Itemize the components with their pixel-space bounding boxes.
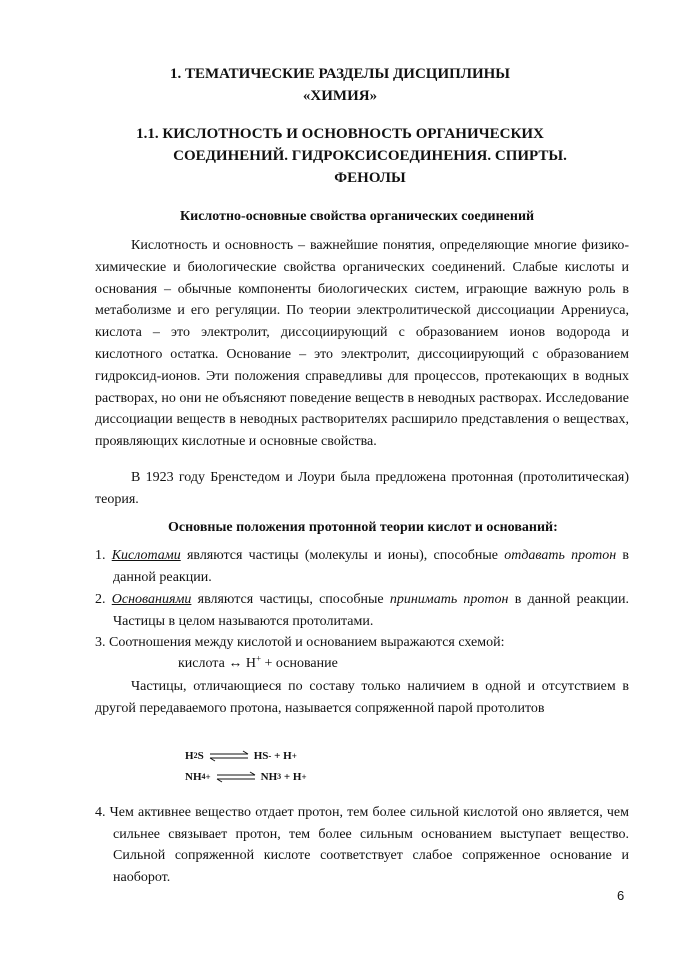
list-item-4-text: Чем активнее вещество отдает протон, тем более сильной кислотой оно является, чем сильнее связывает протон, тем более сильным основанием выступает вещество. Сильной сопряженной кислоте соответствует слабое сопряженное основание и наоборот. bbox=[109, 805, 629, 885]
eq2-right-nh: NH bbox=[260, 771, 278, 783]
equilibrium-arrows-icon bbox=[208, 750, 250, 762]
list-item-1-number: 1. bbox=[95, 548, 106, 563]
scheme-plus: + bbox=[264, 656, 273, 671]
scheme-proton: H bbox=[245, 656, 256, 671]
list-item-3 bbox=[95, 632, 629, 654]
page-number: 6 bbox=[617, 888, 625, 903]
eq2-left-nh: NH bbox=[185, 771, 202, 783]
scheme-arrow: ↔ bbox=[228, 656, 243, 671]
eq2-proton: H bbox=[292, 771, 302, 783]
list-item-2 bbox=[95, 589, 629, 632]
subsection-title-acid-base: Кислотно-основные свойства органических соединений bbox=[180, 209, 535, 224]
conjugate-pair-paragraph bbox=[95, 676, 629, 720]
acid-base-scheme bbox=[178, 654, 338, 674]
conjugate-pair-paragraph-text: Частицы, отличающиеся по составу только наличием в одной и отсутствием в другой передаваемого протона, называется сопряженной парой протолитов bbox=[95, 679, 629, 716]
chapter-heading bbox=[60, 63, 620, 107]
intro-paragraph bbox=[95, 235, 629, 453]
history-paragraph bbox=[95, 467, 629, 511]
section-heading bbox=[130, 123, 610, 189]
list-item-3-number: 3. bbox=[95, 635, 106, 650]
eq1-proton: H bbox=[283, 750, 292, 762]
list-item-1-text-b: в данной реакции. bbox=[113, 548, 629, 585]
eq1-right-hs: HS bbox=[253, 750, 269, 762]
scheme-base: основание bbox=[275, 656, 338, 671]
term-bases: Основаниями bbox=[111, 592, 192, 607]
section-heading-line-3: ФЕНОЛЫ bbox=[334, 170, 406, 186]
equilibrium-arrows-icon bbox=[215, 771, 257, 783]
chapter-heading-line-2: «ХИМИЯ» bbox=[302, 88, 378, 104]
list-item-2-text-a: являются частицы, способные bbox=[191, 592, 390, 607]
list-item-1-text-a: являются частицы (молекулы и ионы), способные bbox=[180, 548, 505, 563]
list-item-4-number: 4. bbox=[95, 805, 106, 820]
equation-h2s: H 2 S HS - + H + bbox=[185, 747, 297, 765]
eq1-left-h: H bbox=[185, 750, 194, 762]
emphasis-donate-proton: отдавать протон bbox=[504, 548, 617, 563]
list-item-3-text: Соотношения между кислотой и основанием выражаются схемой: bbox=[109, 635, 505, 650]
eq2-plus: + bbox=[281, 771, 293, 783]
subsection-title-proton-theory: Основные положения протонной теории кислот и оснований: bbox=[168, 520, 558, 535]
eq1-left-s: S bbox=[197, 750, 204, 762]
section-heading-line-1: 1.1. КИСЛОТНОСТЬ И ОСНОВНОСТЬ ОРГАНИЧЕСКИХ bbox=[136, 126, 544, 142]
chapter-heading-line-1: 1. ТЕМАТИЧЕСКИЕ РАЗДЕЛЫ ДИСЦИПЛИНЫ bbox=[169, 66, 511, 82]
list-item-1 bbox=[95, 545, 629, 588]
list-item-4 bbox=[95, 802, 629, 888]
intro-paragraph-text: Кислотность и основность – важнейшие понятия, определяющие многие физико-химические и биологические свойства органических соединений. Слабые кислоты и основания – обычные компоненты биологических систем, играющие важную роль в метаболизме и его регуляции. По теории электролитической диссоциации Аррениуса, кислота – это электролит, диссоциирующий с образованием ионов водорода и кислотного остатка. Основание – это электролит, диссоциирующий с образованием гидроксид-ионов. Эти положения справедливы для процессов, протекающих в водных растворах, но они не объясняют поведение веществ в неводных растворах. Исследование диссоциации веществ в неводных растворителях расширило представления о веществах, проявляющих кислотные и основные свойства. bbox=[95, 238, 629, 450]
term-acids: Кислотами bbox=[111, 548, 181, 563]
scheme-proton-charge: + bbox=[255, 653, 262, 664]
scheme-acid: кислота bbox=[178, 656, 225, 671]
equation-nh4: NH 4 + NH 3 + H + bbox=[185, 768, 307, 786]
list-item-2-text-b: в данной реакции. Частицы в целом называются протолитами. bbox=[113, 592, 629, 629]
eq1-plus: + bbox=[271, 750, 284, 762]
emphasis-accept-proton: принимать протон bbox=[389, 592, 509, 607]
history-paragraph-text: В 1923 году Бренстедом и Лоури была предложена протонная (протолитическая) теория. bbox=[95, 470, 629, 507]
section-heading-line-2: СОЕДИНЕНИЙ. ГИДРОКСИСОЕДИНЕНИЯ. СПИРТЫ. bbox=[173, 148, 567, 164]
list-item-2-number: 2. bbox=[95, 592, 106, 607]
